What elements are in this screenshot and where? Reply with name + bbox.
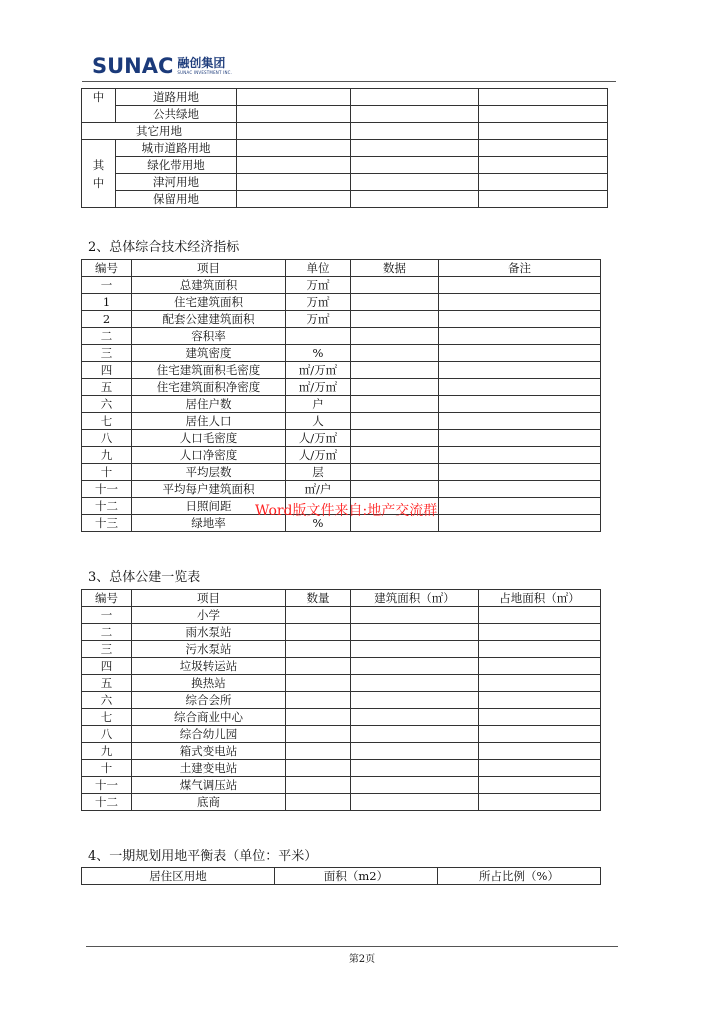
empty-cell: [286, 743, 351, 760]
unit-cell: ㎡/万㎡: [286, 362, 351, 379]
section-2-title: 2、总体综合技术经济指标: [88, 240, 240, 255]
empty-cell: [286, 709, 351, 726]
empty-cell: [237, 140, 351, 157]
indicator-name: 绿地率: [132, 515, 286, 532]
page-number: 第2页: [348, 954, 376, 965]
logo-chinese-name: 融创集团: [177, 56, 226, 70]
column-header: 编号: [82, 590, 132, 607]
empty-cell: [351, 413, 439, 430]
row-number: 七: [82, 413, 132, 430]
land-use-item: 城市道路用地: [116, 140, 237, 157]
footer-divider: [86, 946, 618, 947]
empty-cell: [479, 743, 601, 760]
company-logo: [92, 53, 232, 79]
table-row: [82, 709, 601, 726]
empty-cell: [351, 140, 479, 157]
table-row: [82, 641, 601, 658]
table-row: [82, 760, 601, 777]
group-label: 其 中: [82, 140, 116, 208]
empty-cell: [479, 89, 608, 106]
empty-cell: [479, 624, 601, 641]
column-header: 单位: [286, 260, 351, 277]
empty-cell: [286, 726, 351, 743]
table-row: [82, 464, 601, 481]
facility-name: 煤气调压站: [132, 777, 286, 794]
indicator-name: 配套公建建筑面积: [132, 311, 286, 328]
unit-cell: [286, 328, 351, 345]
empty-cell: [351, 641, 479, 658]
land-use-item: 绿化带用地: [116, 157, 237, 174]
empty-cell: [351, 447, 439, 464]
empty-cell: [351, 123, 479, 140]
empty-cell: [351, 777, 479, 794]
empty-cell: [479, 106, 608, 123]
empty-cell: [286, 607, 351, 624]
table-row: [82, 294, 601, 311]
table-row: [82, 607, 601, 624]
row-number: 五: [82, 675, 132, 692]
row-number: 十: [82, 464, 132, 481]
row-number: 十二: [82, 498, 132, 515]
row-number: 六: [82, 396, 132, 413]
unit-cell: 万㎡: [286, 311, 351, 328]
facility-name: 换热站: [132, 675, 286, 692]
empty-cell: [439, 345, 601, 362]
table-row: [82, 140, 608, 157]
empty-cell: [479, 191, 608, 208]
empty-cell: [351, 311, 439, 328]
empty-cell: [479, 777, 601, 794]
empty-cell: [439, 294, 601, 311]
empty-cell: [351, 89, 479, 106]
empty-cell: [237, 174, 351, 191]
indicator-name: 住宅建筑面积: [132, 294, 286, 311]
table-row: [82, 743, 601, 760]
table-row: [82, 157, 608, 174]
indicator-name: 人口净密度: [132, 447, 286, 464]
empty-cell: [479, 140, 608, 157]
indicator-name: 住宅建筑面积毛密度: [132, 362, 286, 379]
indicator-name: 平均每户建筑面积: [132, 481, 286, 498]
empty-cell: [439, 430, 601, 447]
unit-cell: 户: [286, 396, 351, 413]
row-number: 十一: [82, 481, 132, 498]
empty-cell: [479, 607, 601, 624]
indicator-name: 住宅建筑面积净密度: [132, 379, 286, 396]
indicator-name: 容积率: [132, 328, 286, 345]
land-use-item: 保留用地: [116, 191, 237, 208]
empty-cell: [237, 89, 351, 106]
unit-cell: ㎡/万㎡: [286, 379, 351, 396]
row-number: 三: [82, 641, 132, 658]
column-header: 编号: [82, 260, 132, 277]
empty-cell: [351, 345, 439, 362]
row-number: 九: [82, 743, 132, 760]
empty-cell: [439, 362, 601, 379]
land-use-item: 其它用地: [82, 123, 237, 140]
section-3-title: 3、总体公建一览表: [88, 570, 201, 585]
row-number: 七: [82, 709, 132, 726]
column-header: 数据: [351, 260, 439, 277]
empty-cell: [439, 481, 601, 498]
unit-cell: %: [286, 345, 351, 362]
row-number: 十: [82, 760, 132, 777]
empty-cell: [479, 726, 601, 743]
facility-name: 垃圾转运站: [132, 658, 286, 675]
row-number: 三: [82, 345, 132, 362]
land-use-item: 津河用地: [116, 174, 237, 191]
empty-cell: [439, 379, 601, 396]
table-row: [82, 777, 601, 794]
facility-name: 污水泵站: [132, 641, 286, 658]
group-label: 中: [82, 89, 116, 123]
facility-name: 综合会所: [132, 692, 286, 709]
row-number: 六: [82, 692, 132, 709]
unit-cell: 万㎡: [286, 277, 351, 294]
row-number: 十二: [82, 794, 132, 811]
facility-name: 箱式变电站: [132, 743, 286, 760]
row-number: 九: [82, 447, 132, 464]
empty-cell: [286, 658, 351, 675]
empty-cell: [351, 430, 439, 447]
row-number: 八: [82, 726, 132, 743]
empty-cell: [286, 641, 351, 658]
indicator-name: 平均层数: [132, 464, 286, 481]
table-row: [82, 692, 601, 709]
unit-cell: 人: [286, 413, 351, 430]
table-row: [82, 89, 608, 106]
empty-cell: [351, 794, 479, 811]
table-row: [82, 379, 601, 396]
empty-cell: [351, 464, 439, 481]
table-row: [82, 277, 601, 294]
table-row: [82, 675, 601, 692]
unit-cell: 人/万㎡: [286, 447, 351, 464]
empty-cell: [351, 760, 479, 777]
empty-cell: [351, 106, 479, 123]
empty-cell: [439, 515, 601, 532]
unit-cell: %: [286, 515, 351, 532]
empty-cell: [479, 641, 601, 658]
empty-cell: [351, 624, 479, 641]
table-row: [82, 447, 601, 464]
public-facilities-table: [81, 589, 601, 811]
facility-name: 综合幼儿园: [132, 726, 286, 743]
row-number: 一: [82, 607, 132, 624]
empty-cell: [237, 157, 351, 174]
facility-name: 综合商业中心: [132, 709, 286, 726]
empty-cell: [351, 658, 479, 675]
empty-cell: [286, 624, 351, 641]
indicator-name: 居住人口: [132, 413, 286, 430]
empty-cell: [237, 191, 351, 208]
empty-cell: [479, 123, 608, 140]
empty-cell: [479, 692, 601, 709]
facility-name: 雨水泵站: [132, 624, 286, 641]
empty-cell: [479, 157, 608, 174]
indicator-name: 日照间距: [132, 498, 286, 515]
empty-cell: [439, 413, 601, 430]
table-row: [82, 430, 601, 447]
empty-cell: [351, 675, 479, 692]
indicator-name: 总建筑面积: [132, 277, 286, 294]
empty-cell: [237, 106, 351, 123]
table-row: [82, 328, 601, 345]
indicator-name: 建筑密度: [132, 345, 286, 362]
section-4-title: 4、一期规划用地平衡表（单位：平米）: [88, 849, 318, 864]
column-header: 面积（m2）: [275, 868, 438, 885]
logo-wordmark: SUNAC: [92, 54, 174, 78]
empty-cell: [351, 379, 439, 396]
logo-english-name: SUNAC INVESTMENT INC.: [177, 70, 233, 75]
row-number: 十三: [82, 515, 132, 532]
table-row: [82, 345, 601, 362]
empty-cell: [351, 481, 439, 498]
empty-cell: [237, 123, 351, 140]
table-row: [82, 123, 608, 140]
row-number: 二: [82, 624, 132, 641]
row-number: 五: [82, 379, 132, 396]
empty-cell: [439, 277, 601, 294]
unit-cell: 人/万㎡: [286, 430, 351, 447]
header-divider: [82, 81, 616, 82]
empty-cell: [479, 709, 601, 726]
row-number: 2: [82, 311, 132, 328]
empty-cell: [479, 675, 601, 692]
facility-name: 土建变电站: [132, 760, 286, 777]
empty-cell: [479, 174, 608, 191]
table-row: [82, 191, 608, 208]
empty-cell: [351, 709, 479, 726]
column-header: 备注: [439, 260, 601, 277]
row-number: 四: [82, 362, 132, 379]
empty-cell: [351, 692, 479, 709]
watermark-text: Word版文件来自:地产交流群: [255, 503, 438, 519]
empty-cell: [351, 191, 479, 208]
indicator-name: 居住户数: [132, 396, 286, 413]
table-row: [82, 106, 608, 123]
empty-cell: [286, 760, 351, 777]
unit-cell: 层: [286, 464, 351, 481]
table-row: [82, 174, 608, 191]
row-number: 十一: [82, 777, 132, 794]
land-use-item: 道路用地: [116, 89, 237, 106]
phase-one-land-balance-table: [81, 867, 601, 885]
empty-cell: [351, 174, 479, 191]
column-header: 项目: [132, 590, 286, 607]
empty-cell: [286, 692, 351, 709]
empty-cell: [351, 277, 439, 294]
column-header: 建筑面积（㎡）: [351, 590, 479, 607]
empty-cell: [351, 743, 479, 760]
table-row: [82, 413, 601, 430]
table-row: [82, 396, 601, 413]
land-use-table-continued: [81, 88, 608, 208]
technical-economic-indicators-table: [81, 259, 601, 532]
empty-cell: [286, 675, 351, 692]
empty-cell: [286, 777, 351, 794]
table-row: [82, 658, 601, 675]
facility-name: 小学: [132, 607, 286, 624]
empty-cell: [479, 760, 601, 777]
empty-cell: [439, 396, 601, 413]
table-row: [82, 624, 601, 641]
row-number: 四: [82, 658, 132, 675]
empty-cell: [439, 498, 601, 515]
column-header: 项目: [132, 260, 286, 277]
empty-cell: [479, 658, 601, 675]
empty-cell: [439, 447, 601, 464]
empty-cell: [351, 328, 439, 345]
empty-cell: [351, 157, 479, 174]
table-row: [82, 794, 601, 811]
row-number: 1: [82, 294, 132, 311]
empty-cell: [286, 794, 351, 811]
table-row: [82, 726, 601, 743]
table-row: [82, 311, 601, 328]
empty-cell: [439, 328, 601, 345]
empty-cell: [351, 726, 479, 743]
facility-name: 底商: [132, 794, 286, 811]
land-use-item: 公共绿地: [116, 106, 237, 123]
column-header: 居住区用地: [82, 868, 275, 885]
empty-cell: [351, 607, 479, 624]
indicator-name: 人口毛密度: [132, 430, 286, 447]
table-row: [82, 362, 601, 379]
row-number: 八: [82, 430, 132, 447]
unit-cell: ㎡/户: [286, 481, 351, 498]
empty-cell: [439, 311, 601, 328]
row-number: 二: [82, 328, 132, 345]
column-header: 占地面积（㎡）: [479, 590, 601, 607]
empty-cell: [351, 294, 439, 311]
empty-cell: [351, 362, 439, 379]
column-header: 所占比例（%）: [438, 868, 601, 885]
unit-cell: 万㎡: [286, 294, 351, 311]
empty-cell: [351, 396, 439, 413]
row-number: 一: [82, 277, 132, 294]
column-header: 数量: [286, 590, 351, 607]
empty-cell: [479, 794, 601, 811]
empty-cell: [439, 464, 601, 481]
table-row: [82, 481, 601, 498]
